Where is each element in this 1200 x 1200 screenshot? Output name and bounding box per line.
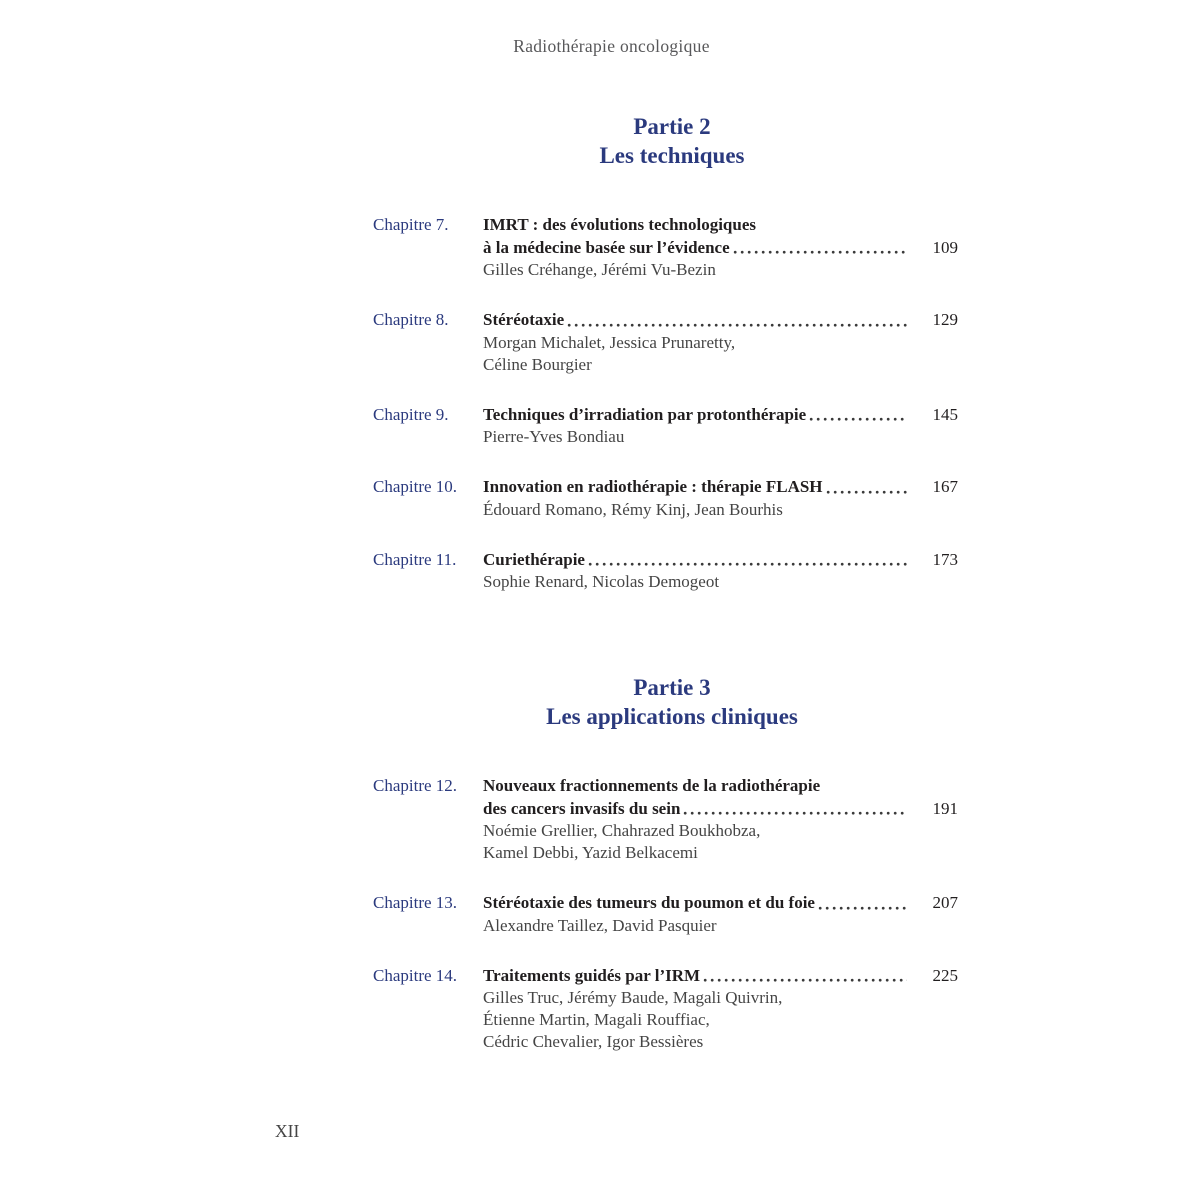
toc-entry xyxy=(373,404,958,449)
author-line: Céline Bourgier xyxy=(483,354,592,374)
toc-entry xyxy=(373,549,958,594)
part-title: Les techniques xyxy=(599,143,745,168)
running-header: Radiothérapie oncologique xyxy=(513,36,710,56)
author-line: Sophie Renard, Nicolas Demogeot xyxy=(483,572,720,591)
chapter-authors xyxy=(483,571,958,593)
chapter-title-text: des cancers invasifs du sein xyxy=(483,798,681,818)
dot-leader xyxy=(703,965,907,988)
chapter-page-number: 145 xyxy=(932,404,958,424)
chapter-title-line xyxy=(483,214,958,237)
chapter-page-number: 109 xyxy=(932,237,958,257)
chapter-title-line xyxy=(483,549,958,572)
chapter-title-text: Techniques d’irradiation par protonthérapie xyxy=(483,404,807,424)
dot-leader xyxy=(733,237,907,260)
chapter-page-number: 207 xyxy=(932,893,958,912)
chapter-title-line xyxy=(483,798,958,821)
chapter-authors xyxy=(483,987,958,1053)
chapter-title-line xyxy=(483,476,958,499)
chapter-page-number: 225 xyxy=(932,965,958,985)
chapter-authors xyxy=(483,499,958,521)
chapter-title-text: Stéréotaxie des tumeurs du poumon et du foie xyxy=(483,893,815,912)
part-heading xyxy=(373,673,971,731)
chapter-title-text: Curiethérapie xyxy=(483,549,585,569)
chapter-title xyxy=(483,214,958,259)
dot-leader xyxy=(809,404,907,427)
chapter-title-line xyxy=(483,892,958,915)
author-line: Étienne Martin, Magali Rouffiac, xyxy=(483,1010,710,1029)
chapter-page-number: 167 xyxy=(932,477,958,496)
chapter-entry-body xyxy=(483,404,958,449)
chapter-entry-body xyxy=(483,476,958,521)
toc-entry xyxy=(373,309,958,376)
chapter-page-number: 191 xyxy=(932,798,958,818)
part-entries xyxy=(373,214,958,593)
dot-leader xyxy=(818,892,907,915)
chapter-title-text: à la médecine basée sur l’évidence xyxy=(483,237,730,257)
author-line: Morgan Michalet, Jessica Prunaretty, xyxy=(483,332,736,352)
chapter-entry-body xyxy=(483,214,958,281)
chapter-entry-body xyxy=(483,775,958,864)
toc-entry xyxy=(373,892,958,937)
toc-part xyxy=(0,673,1200,1053)
chapter-title-line xyxy=(483,237,958,260)
chapter-page-number: 129 xyxy=(932,310,958,329)
chapter-title-text: IMRT : des évolutions technologiques xyxy=(483,215,757,234)
toc-entry xyxy=(373,775,958,864)
dot-leader xyxy=(588,549,907,572)
chapter-title-text: Nouveaux fractionnements de la radiothérapie xyxy=(483,776,821,795)
chapter-label: Chapitre 9. xyxy=(373,404,449,424)
chapter-title xyxy=(483,892,958,915)
author-line: Gilles Créhange, Jérémi Vu-Bezin xyxy=(483,260,716,279)
part-entries xyxy=(373,775,958,1053)
chapter-title-line xyxy=(483,965,958,988)
chapter-title-line xyxy=(483,775,958,798)
author-line: Gilles Truc, Jérémy Baude, Magali Quivrin, xyxy=(483,988,783,1007)
author-line: Pierre-Yves Bondiau xyxy=(483,427,625,446)
chapter-authors xyxy=(483,332,958,376)
author-line: Noémie Grellier, Chahrazed Boukhobza, xyxy=(483,821,761,840)
chapter-entry-body xyxy=(483,965,958,1054)
chapter-title xyxy=(483,965,958,988)
chapter-title-line xyxy=(483,404,958,427)
chapter-authors xyxy=(483,915,958,937)
chapter-title-text: Traitements guidés par l’IRM xyxy=(483,965,701,985)
chapter-title-line xyxy=(483,309,958,332)
chapter-label: Chapitre 13. xyxy=(373,893,458,912)
chapter-title xyxy=(483,549,958,572)
chapter-label: Chapitre 12. xyxy=(373,776,458,795)
page-number-footer: XII xyxy=(275,1121,300,1141)
chapter-label: Chapitre 10. xyxy=(373,477,458,496)
chapter-title-text: Stéréotaxie xyxy=(483,310,565,329)
chapter-title xyxy=(483,476,958,499)
author-line: Alexandre Taillez, David Pasquier xyxy=(483,915,717,935)
chapter-title xyxy=(483,309,958,332)
chapter-entry-body xyxy=(483,892,958,937)
toc-entry xyxy=(373,965,958,1054)
chapter-title xyxy=(483,775,958,820)
dot-leader xyxy=(683,798,907,821)
part-number: Partie 3 xyxy=(633,675,711,700)
chapter-label: Chapitre 14. xyxy=(373,965,458,985)
chapter-authors xyxy=(483,426,958,448)
author-line: Édouard Romano, Rémy Kinj, Jean Bourhis xyxy=(483,499,783,519)
toc-part xyxy=(0,112,1200,593)
dot-leader xyxy=(826,476,907,499)
chapter-label: Chapitre 8. xyxy=(373,310,449,329)
chapter-authors xyxy=(483,820,958,864)
chapter-label: Chapitre 11. xyxy=(373,549,457,569)
chapter-entry-body xyxy=(483,549,958,594)
part-number: Partie 2 xyxy=(633,114,711,139)
chapter-label: Chapitre 7. xyxy=(373,215,449,234)
chapter-title xyxy=(483,404,958,427)
part-heading xyxy=(373,112,971,170)
toc-entry xyxy=(373,476,958,521)
chapter-authors xyxy=(483,259,958,281)
chapter-page-number: 173 xyxy=(932,549,958,569)
part-title: Les applications cliniques xyxy=(546,704,798,729)
dot-leader xyxy=(567,309,907,332)
toc-entry xyxy=(373,214,958,281)
chapter-title-text: Innovation en radiothérapie : thérapie FLASH xyxy=(483,477,823,496)
author-line: Cédric Chevalier, Igor Bessières xyxy=(483,1032,704,1051)
chapter-entry-body xyxy=(483,309,958,376)
author-line: Kamel Debbi, Yazid Belkacemi xyxy=(483,843,698,862)
